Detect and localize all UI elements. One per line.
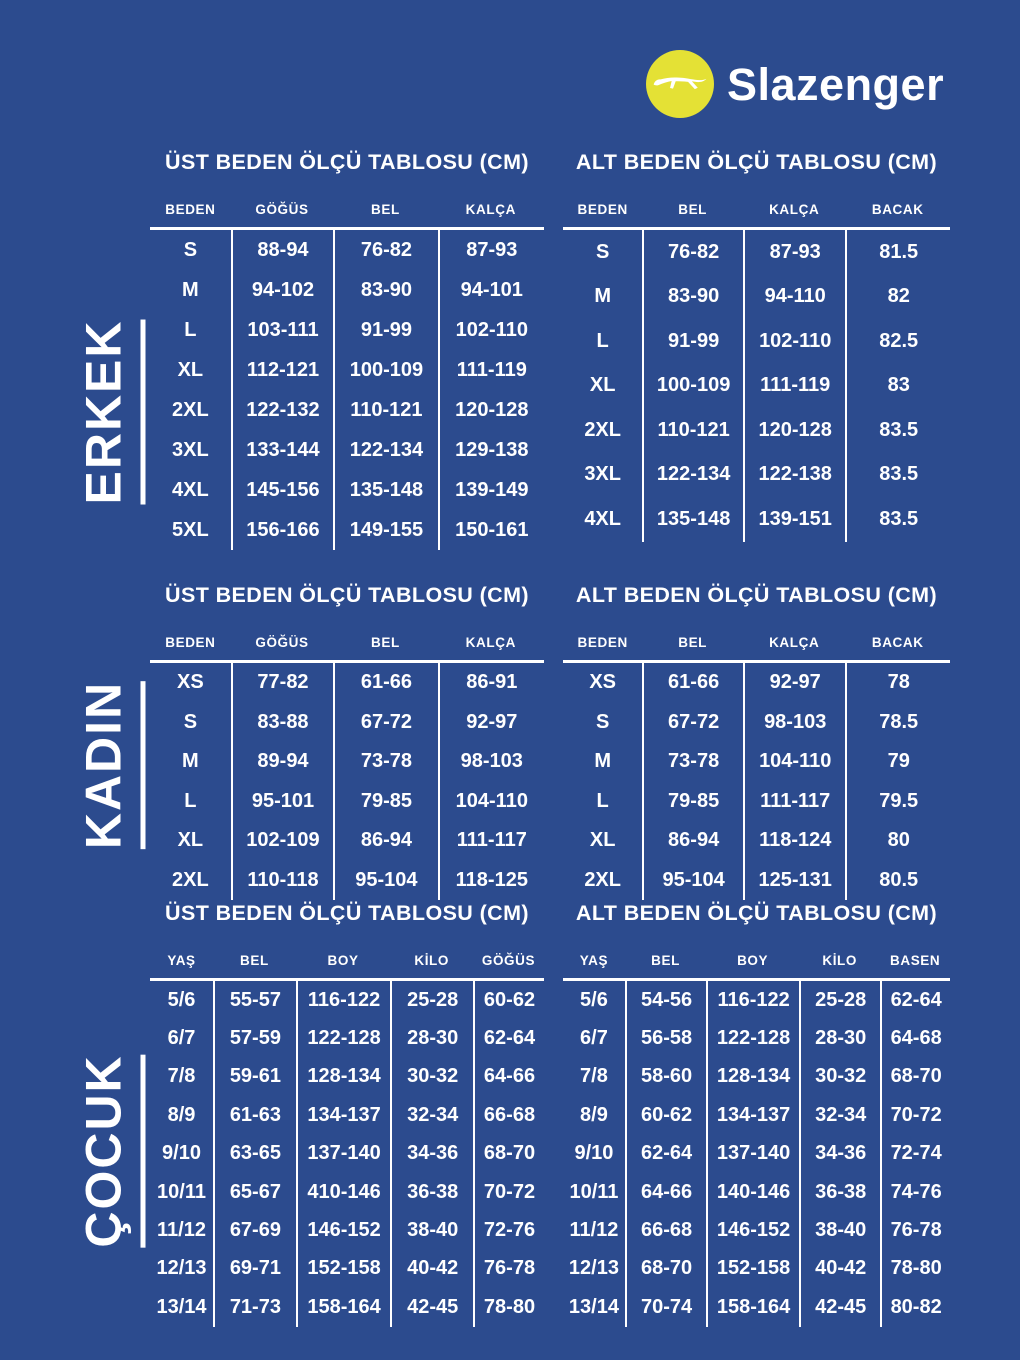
table-row	[563, 1058, 950, 1096]
value-cell: 122-128	[706, 1019, 799, 1057]
value-cell: 83-88	[231, 703, 333, 743]
value-cell: 150-161	[438, 510, 544, 550]
value-cell: 87-93	[438, 230, 544, 270]
value-cell: 111-119	[438, 350, 544, 390]
value-cell: 104-110	[743, 742, 846, 782]
table-row	[150, 310, 544, 350]
value-cell: 95-104	[642, 861, 743, 901]
size-cell: S	[183, 238, 198, 261]
size-cell: 4XL	[584, 507, 621, 530]
value-cell: 94-102	[231, 270, 333, 310]
value-cell: 68-70	[625, 1250, 706, 1288]
value-cell: 64-66	[625, 1173, 706, 1211]
value-cell: 72-76	[473, 1211, 544, 1249]
value-cell: 120-128	[438, 390, 544, 430]
value-cell: 110-118	[231, 861, 333, 901]
table-row	[563, 861, 950, 901]
value-cell: 111-117	[438, 821, 544, 861]
size-cell: XL	[589, 829, 616, 852]
value-cell: 78-80	[880, 1250, 950, 1288]
size-cell: 5/6	[167, 988, 196, 1011]
size-table	[150, 583, 544, 900]
value-cell: 62-64	[473, 1019, 544, 1057]
value-cell: 30-32	[799, 1058, 880, 1096]
value-cell: 110-121	[642, 408, 743, 453]
value-cell: 94-110	[743, 275, 846, 320]
value-cell: 122-134	[333, 430, 437, 470]
table-row	[150, 230, 544, 270]
value-cell: 135-148	[642, 497, 743, 542]
table-row	[150, 1173, 544, 1211]
value-cell: 76-82	[333, 230, 437, 270]
value-cell: 61-63	[213, 1096, 296, 1134]
value-cell: 140-146	[706, 1173, 799, 1211]
size-cell: M	[182, 278, 199, 301]
value-cell: 25-28	[799, 981, 880, 1019]
size-cell: M	[594, 750, 611, 773]
size-cell: 13/14	[156, 1295, 207, 1318]
value-cell: 116-122	[706, 981, 799, 1019]
table-row	[150, 861, 544, 901]
size-cell: 7/8	[167, 1065, 196, 1088]
value-cell: 122-132	[231, 390, 333, 430]
value-cell: 146-152	[296, 1211, 391, 1249]
size-cell: 8/9	[167, 1103, 196, 1126]
value-cell: 83.5	[845, 453, 949, 498]
size-cell: 6/7	[167, 1027, 196, 1050]
size-table	[150, 150, 544, 550]
value-cell: 118-125	[438, 861, 544, 901]
value-cell: 61-66	[642, 663, 743, 703]
value-cell: 40-42	[390, 1250, 473, 1288]
table-row	[150, 1135, 544, 1173]
value-cell: 40-42	[799, 1250, 880, 1288]
value-cell: 36-38	[799, 1173, 880, 1211]
value-cell: 125-131	[743, 861, 846, 901]
value-cell: 128-134	[296, 1058, 391, 1096]
value-cell: 120-128	[743, 408, 846, 453]
value-cell: 68-70	[880, 1058, 950, 1096]
value-cell: 66-68	[473, 1096, 544, 1134]
value-cell: 54-56	[625, 981, 706, 1019]
value-cell: 111-119	[743, 364, 846, 409]
table-row	[563, 703, 950, 743]
value-cell: 60-62	[473, 981, 544, 1019]
value-cell: 78.5	[845, 703, 949, 743]
table-header-row	[150, 941, 544, 981]
value-cell: 62-64	[625, 1135, 706, 1173]
table-header-row	[563, 623, 950, 663]
value-cell: 149-155	[333, 510, 437, 550]
value-cell: 34-36	[799, 1135, 880, 1173]
value-cell: 112-121	[231, 350, 333, 390]
size-cell: 7/8	[580, 1065, 608, 1088]
value-cell: 67-72	[333, 703, 437, 743]
column-header: BEL	[371, 635, 400, 650]
value-cell: 36-38	[390, 1173, 473, 1211]
table-row	[563, 1096, 950, 1134]
size-cell: 3XL	[584, 463, 621, 486]
value-cell: 91-99	[642, 319, 743, 364]
value-cell: 118-124	[743, 821, 846, 861]
value-cell: 139-151	[743, 497, 846, 542]
value-cell: 95-101	[231, 782, 333, 822]
value-cell: 34-36	[390, 1135, 473, 1173]
table-row	[150, 390, 544, 430]
value-cell: 134-137	[706, 1096, 799, 1134]
value-cell: 83-90	[333, 270, 437, 310]
value-cell: 102-110	[438, 310, 544, 350]
table-row	[563, 364, 950, 409]
table-row	[563, 275, 950, 320]
size-cell: 2XL	[584, 868, 621, 891]
value-cell: 89-94	[231, 742, 333, 782]
value-cell: 98-103	[743, 703, 846, 743]
value-cell: 70-72	[880, 1096, 950, 1134]
table-row	[150, 470, 544, 510]
value-cell: 122-134	[642, 453, 743, 498]
column-header: KALÇA	[769, 635, 820, 650]
value-cell: 95-104	[333, 861, 437, 901]
value-cell: 73-78	[333, 742, 437, 782]
column-header: BEL	[651, 953, 680, 968]
size-cell: 2XL	[172, 398, 209, 421]
value-cell: 122-128	[296, 1019, 391, 1057]
value-cell: 28-30	[390, 1019, 473, 1057]
value-cell: 80	[845, 821, 949, 861]
value-cell: 77-82	[231, 663, 333, 703]
value-cell: 38-40	[799, 1211, 880, 1249]
section-label: ÇOCUK	[79, 1054, 146, 1247]
size-cell: L	[184, 789, 197, 812]
table-row	[563, 1211, 950, 1249]
column-header: BACAK	[871, 635, 924, 650]
value-cell: 42-45	[799, 1288, 880, 1326]
value-cell: 65-67	[213, 1173, 296, 1211]
column-header: KALÇA	[465, 202, 516, 217]
value-cell: 92-97	[438, 703, 544, 743]
column-header: YAŞ	[579, 953, 609, 968]
value-cell: 86-94	[333, 821, 437, 861]
value-cell: 79	[845, 742, 949, 782]
value-cell: 80.5	[845, 861, 949, 901]
value-cell: 70-72	[473, 1173, 544, 1211]
column-header: BACAK	[871, 202, 924, 217]
column-header: BOY	[327, 953, 359, 968]
size-cell: 12/13	[156, 1257, 207, 1280]
size-cell: M	[594, 285, 611, 308]
value-cell: 111-117	[743, 782, 846, 822]
table-title: ÜST BEDEN ÖLÇÜ TABLOSU (CM)	[165, 901, 529, 925]
table-header-row	[150, 623, 544, 663]
size-cell: 6/7	[580, 1027, 608, 1050]
value-cell: 129-138	[438, 430, 544, 470]
value-cell: 158-164	[296, 1288, 391, 1326]
value-cell: 92-97	[743, 663, 846, 703]
value-cell: 73-78	[642, 742, 743, 782]
value-cell: 87-93	[743, 230, 846, 275]
table-body	[150, 981, 544, 1327]
column-header: BEDEN	[165, 202, 216, 217]
value-cell: 100-109	[642, 364, 743, 409]
size-cell: 4XL	[172, 478, 209, 501]
value-cell: 128-134	[706, 1058, 799, 1096]
value-cell: 86-94	[642, 821, 743, 861]
size-table	[563, 150, 950, 542]
table-row	[150, 270, 544, 310]
value-cell: 79-85	[333, 782, 437, 822]
value-cell: 152-158	[706, 1250, 799, 1288]
value-cell: 133-144	[231, 430, 333, 470]
size-cell: 13/14	[568, 1295, 619, 1318]
value-cell: 74-76	[880, 1173, 950, 1211]
column-header: BEL	[239, 953, 269, 968]
value-cell: 100-109	[333, 350, 437, 390]
value-cell: 78-80	[473, 1288, 544, 1326]
value-cell: 32-34	[390, 1096, 473, 1134]
value-cell: 102-110	[743, 319, 846, 364]
value-cell: 91-99	[333, 310, 437, 350]
table-row	[150, 663, 544, 703]
table-row	[150, 742, 544, 782]
column-header: KİLO	[414, 953, 449, 968]
table-row	[563, 782, 950, 822]
value-cell: 110-121	[333, 390, 437, 430]
size-cell: XL	[177, 829, 204, 852]
table-row	[150, 782, 544, 822]
table-row	[563, 1288, 950, 1326]
table-title: ALT BEDEN ÖLÇÜ TABLOSU (CM)	[575, 901, 938, 925]
table-row	[563, 230, 950, 275]
table-body	[563, 663, 950, 900]
size-cell: XS	[589, 671, 616, 694]
size-cell: 9/10	[162, 1142, 201, 1165]
value-cell: 38-40	[390, 1211, 473, 1249]
size-cell: 8/9	[580, 1103, 608, 1126]
size-cell: S	[595, 710, 610, 733]
value-cell: 83.5	[845, 497, 949, 542]
table-title: ALT BEDEN ÖLÇÜ TABLOSU (CM)	[575, 583, 938, 607]
section-label: ERKEK	[79, 319, 146, 504]
column-header: GÖĞÜS	[255, 202, 309, 217]
value-cell: 134-137	[296, 1096, 391, 1134]
value-cell: 79-85	[642, 782, 743, 822]
table-header-row	[563, 190, 950, 230]
value-cell: 135-148	[333, 470, 437, 510]
value-cell: 158-164	[706, 1288, 799, 1326]
table-row	[150, 510, 544, 550]
value-cell: 80-82	[880, 1288, 950, 1326]
value-cell: 55-57	[213, 981, 296, 1019]
value-cell: 32-34	[799, 1096, 880, 1134]
table-row	[150, 1019, 544, 1057]
value-cell: 59-61	[213, 1058, 296, 1096]
value-cell: 42-45	[390, 1288, 473, 1326]
table-row	[563, 319, 950, 364]
table-body	[563, 981, 950, 1327]
size-cell: 3XL	[172, 438, 209, 461]
value-cell: 156-166	[231, 510, 333, 550]
size-cell: M	[182, 750, 199, 773]
size-table	[563, 901, 950, 1327]
value-cell: 64-68	[880, 1019, 950, 1057]
table-row	[563, 742, 950, 782]
table-header-row	[150, 190, 544, 230]
size-cell: L	[596, 329, 609, 352]
size-cell: 5XL	[172, 518, 209, 541]
section-label: KADIN	[79, 681, 146, 849]
value-cell: 139-149	[438, 470, 544, 510]
size-cell: 10/11	[569, 1180, 619, 1203]
table-row	[563, 453, 950, 498]
value-cell: 410-146	[296, 1173, 391, 1211]
size-table	[150, 901, 544, 1327]
value-cell: 71-73	[213, 1288, 296, 1326]
value-cell: 67-69	[213, 1211, 296, 1249]
value-cell: 116-122	[296, 981, 391, 1019]
value-cell: 86-91	[438, 663, 544, 703]
value-cell: 94-101	[438, 270, 544, 310]
column-header: KALÇA	[769, 202, 820, 217]
column-header: KALÇA	[465, 635, 516, 650]
size-table	[563, 583, 950, 900]
value-cell: 66-68	[625, 1211, 706, 1249]
table-row	[563, 1173, 950, 1211]
column-header: BEDEN	[577, 635, 628, 650]
table-title: ÜST BEDEN ÖLÇÜ TABLOSU (CM)	[165, 150, 529, 174]
table-row	[563, 981, 950, 1019]
table-body	[150, 663, 544, 900]
value-cell: 79.5	[845, 782, 949, 822]
value-cell: 83-90	[642, 275, 743, 320]
column-header: KİLO	[822, 953, 857, 968]
column-header: BEL	[678, 202, 708, 217]
column-header: BEDEN	[577, 202, 628, 217]
size-cell: XS	[177, 671, 204, 694]
value-cell: 68-70	[473, 1135, 544, 1173]
size-cell: S	[595, 240, 610, 263]
size-cell: 2XL	[172, 868, 209, 891]
value-cell: 146-152	[706, 1211, 799, 1249]
value-cell: 137-140	[706, 1135, 799, 1173]
column-header: GÖĞÜS	[481, 953, 536, 968]
value-cell: 25-28	[390, 981, 473, 1019]
table-row	[150, 430, 544, 470]
column-header: GÖĞÜS	[255, 635, 309, 650]
column-header: YAŞ	[167, 953, 196, 968]
table-body	[150, 230, 544, 550]
value-cell: 102-109	[231, 821, 333, 861]
size-cell: XL	[589, 374, 616, 397]
value-cell: 122-138	[743, 453, 846, 498]
value-cell: 67-72	[642, 703, 743, 743]
value-cell: 57-59	[213, 1019, 296, 1057]
size-cell: 10/11	[157, 1180, 206, 1203]
value-cell: 81.5	[845, 230, 949, 275]
value-cell: 76-82	[642, 230, 743, 275]
size-cell: 11/12	[157, 1219, 206, 1242]
value-cell: 62-64	[880, 981, 950, 1019]
table-title: ALT BEDEN ÖLÇÜ TABLOSU (CM)	[575, 150, 938, 174]
size-cell: 5/6	[580, 988, 608, 1011]
value-cell: 103-111	[231, 310, 333, 350]
value-cell: 58-60	[625, 1058, 706, 1096]
value-cell: 83	[845, 364, 949, 409]
value-cell: 70-74	[625, 1288, 706, 1326]
table-row	[563, 821, 950, 861]
table-row	[150, 1288, 544, 1326]
size-cell: 11/12	[569, 1219, 619, 1242]
value-cell: 82	[845, 275, 949, 320]
value-cell: 152-158	[296, 1250, 391, 1288]
value-cell: 82.5	[845, 319, 949, 364]
value-cell: 76-78	[473, 1250, 544, 1288]
table-row	[563, 1019, 950, 1057]
table-row	[150, 821, 544, 861]
column-header: BEDEN	[165, 635, 216, 650]
value-cell: 69-71	[213, 1250, 296, 1288]
table-row	[150, 981, 544, 1019]
table-row	[563, 1250, 950, 1288]
size-cell: XL	[177, 358, 204, 381]
value-cell: 137-140	[296, 1135, 391, 1173]
value-cell: 63-65	[213, 1135, 296, 1173]
value-cell: 60-62	[625, 1096, 706, 1134]
table-row	[150, 703, 544, 743]
table-row	[150, 1250, 544, 1288]
column-header: BEL	[371, 202, 400, 217]
size-cell: 12/13	[568, 1257, 619, 1280]
size-cell: 2XL	[584, 418, 621, 441]
brand-name: Slazenger	[727, 58, 945, 110]
table-row	[563, 1135, 950, 1173]
value-cell: 104-110	[438, 782, 544, 822]
column-header: BEL	[678, 635, 708, 650]
size-cell: S	[183, 710, 198, 733]
value-cell: 145-156	[231, 470, 333, 510]
value-cell: 76-78	[880, 1211, 950, 1249]
value-cell: 56-58	[625, 1019, 706, 1057]
panther-icon	[646, 50, 714, 118]
column-header: BASEN	[890, 953, 941, 968]
value-cell: 28-30	[799, 1019, 880, 1057]
brand-logo	[646, 50, 944, 118]
value-cell: 30-32	[390, 1058, 473, 1096]
size-cell: 9/10	[574, 1142, 614, 1165]
value-cell: 72-74	[880, 1135, 950, 1173]
table-row	[150, 1058, 544, 1096]
size-cell: L	[184, 318, 197, 341]
table-title: ÜST BEDEN ÖLÇÜ TABLOSU (CM)	[165, 583, 529, 607]
table-header-row	[563, 941, 950, 981]
table-row	[563, 497, 950, 542]
table-row	[150, 1096, 544, 1134]
table-row	[563, 408, 950, 453]
size-cell: L	[596, 789, 609, 812]
value-cell: 64-66	[473, 1058, 544, 1096]
column-header: BOY	[737, 953, 769, 968]
value-cell: 78	[845, 663, 949, 703]
table-row	[563, 663, 950, 703]
value-cell: 88-94	[231, 230, 333, 270]
table-row	[150, 350, 544, 390]
table-body	[563, 230, 950, 542]
value-cell: 98-103	[438, 742, 544, 782]
value-cell: 61-66	[333, 663, 437, 703]
value-cell: 83.5	[845, 408, 949, 453]
table-row	[150, 1211, 544, 1249]
